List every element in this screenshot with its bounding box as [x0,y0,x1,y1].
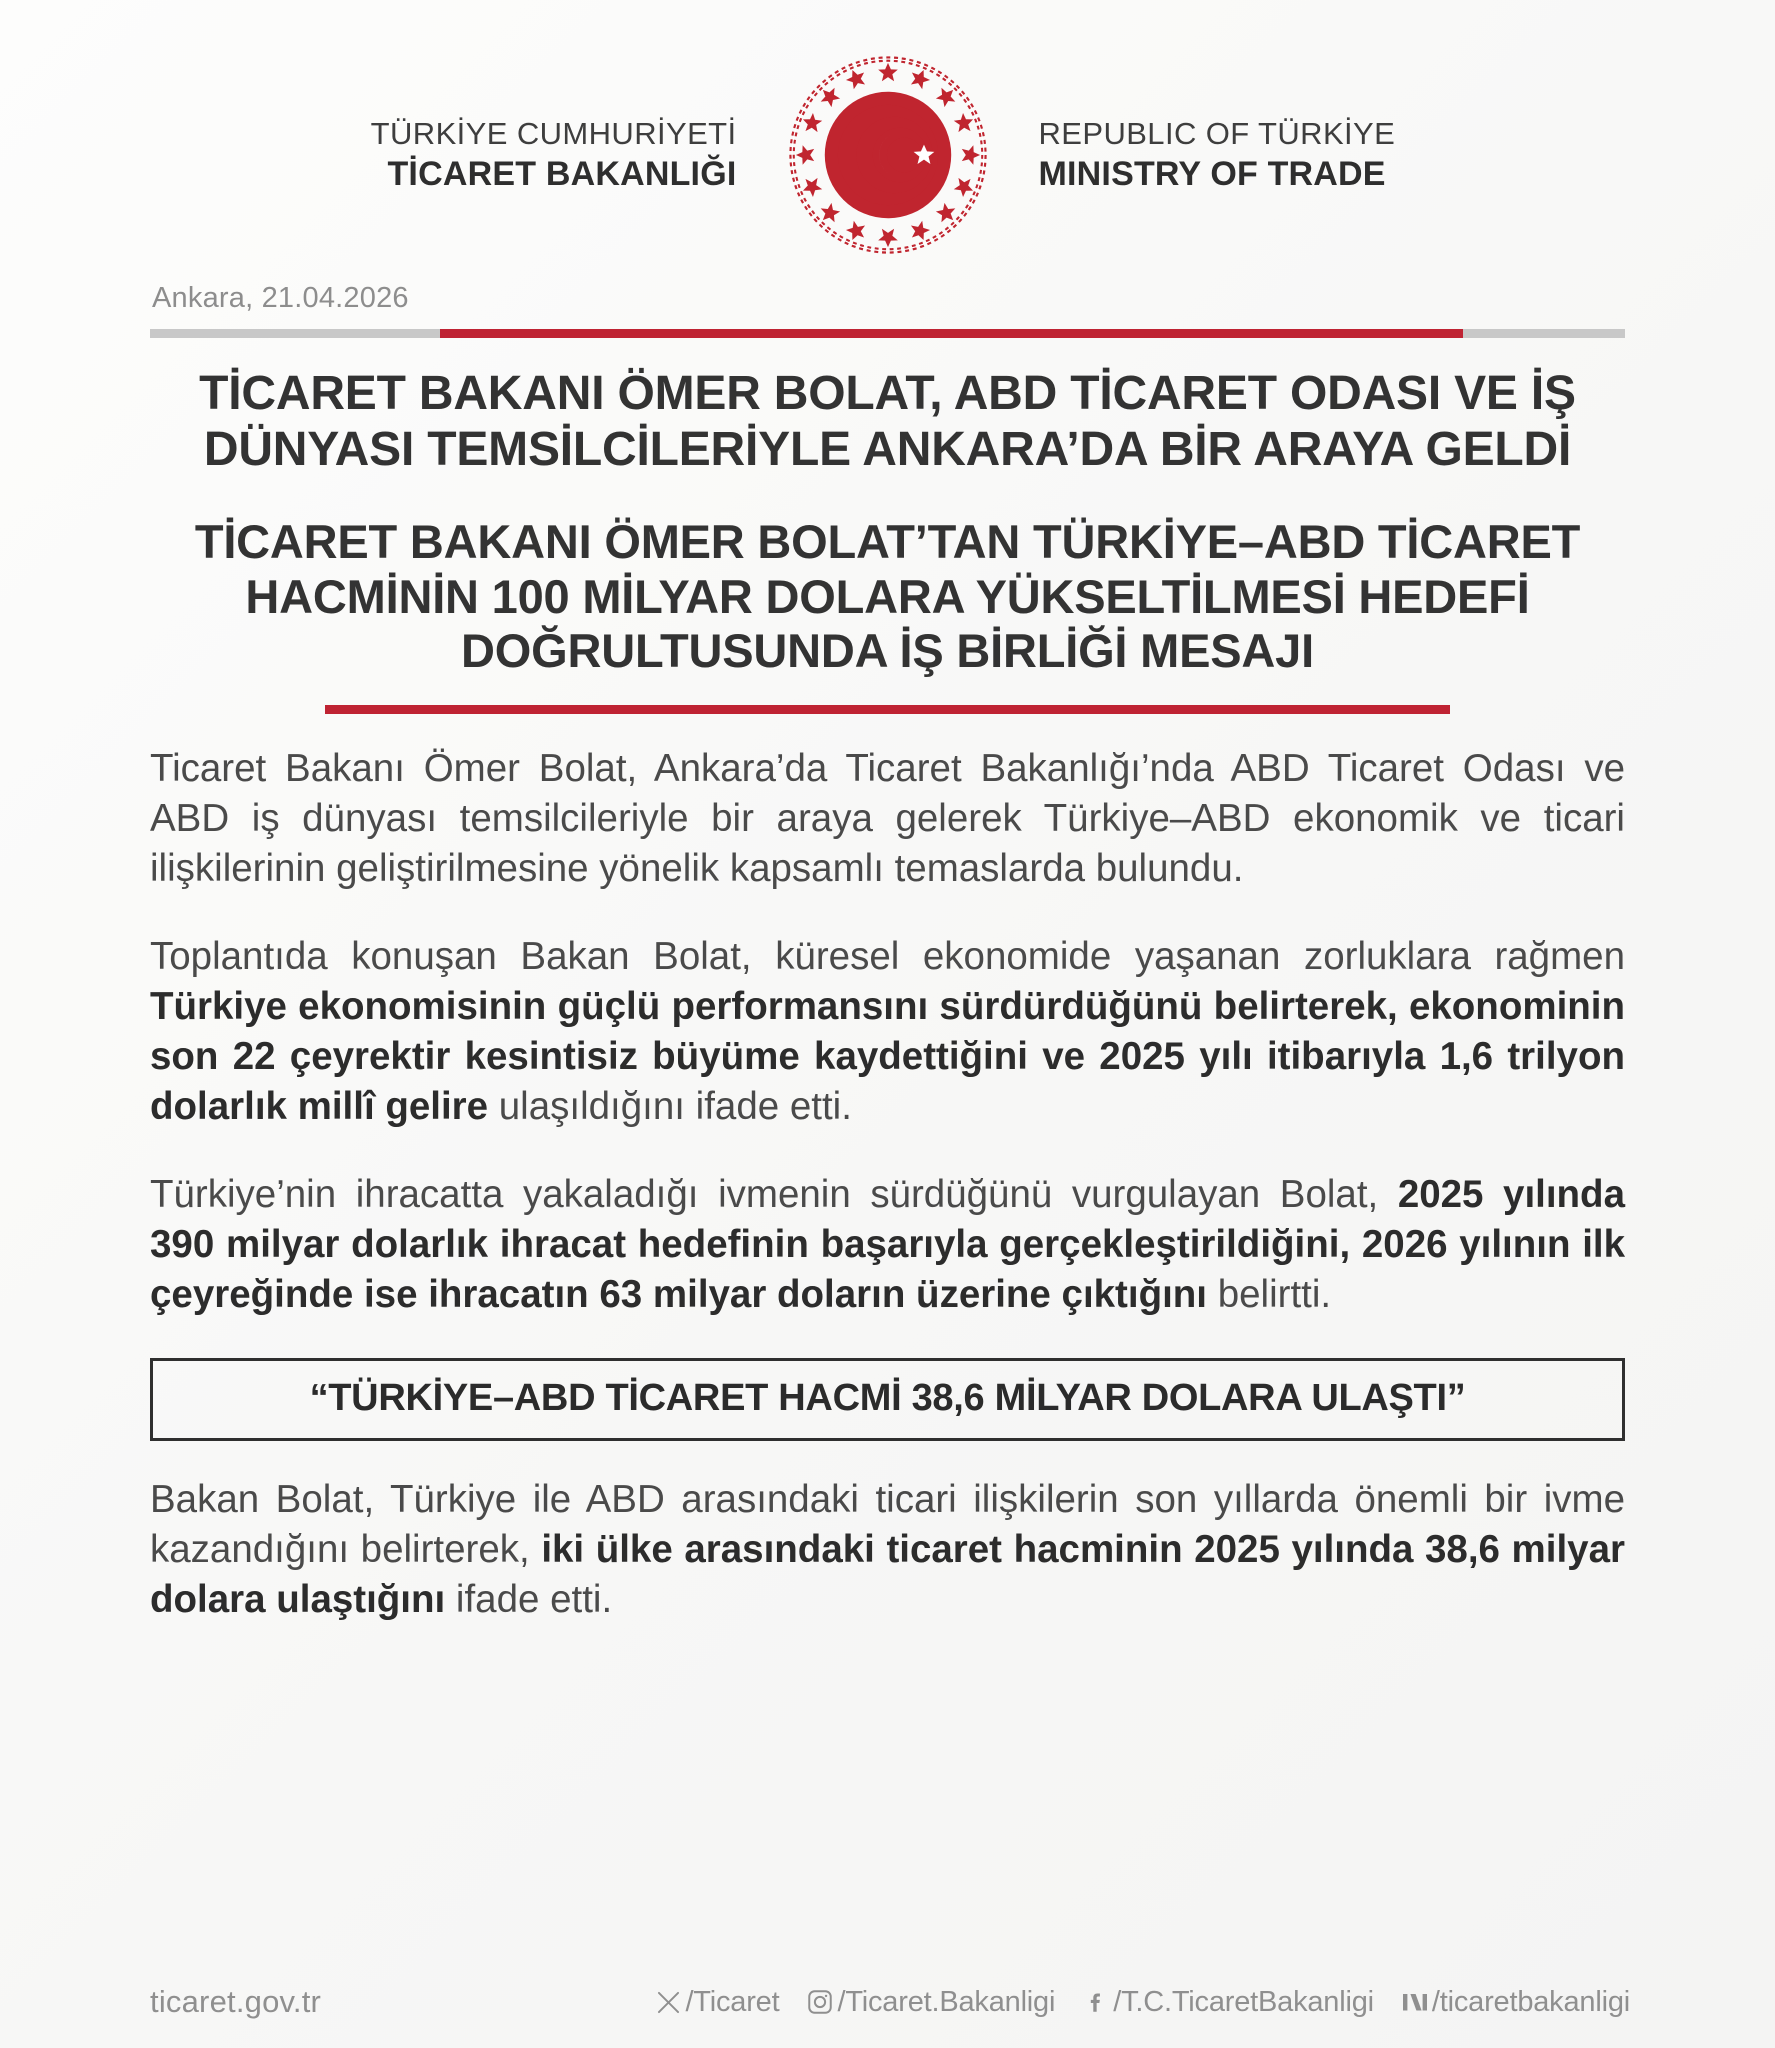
paragraph-1-text: Ticaret Bakanı Ömer Bolat, Ankara’da Ticaret Bakanlığı’nda ABD Ticaret Odası ve ABD iş dünyası temsilcileriyle bir araya gelerek Türkiye–ABD ekonomik ve ticari ilişkilerinin geliştirilmesine yönelik kapsamlı temaslarda bulundu. [150,746,1625,890]
footer-social-links [653,1986,1630,2019]
paragraph-2 [150,932,1625,1132]
divider-segment-gray-right [1463,329,1625,338]
masthead-english [1039,117,1509,194]
masthead [0,0,1775,264]
footer-website[interactable]: ticaret.gov.tr [150,1984,322,2019]
paragraph-4-tail: ifade etti. [445,1578,613,1622]
paragraph-2-lead: Toplantıda konuşan Bakan Bolat, küresel ekonomide yaşanan zorluklara rağmen [150,935,1625,979]
pull-quote-text: “TÜRKİYE–ABD TİCARET HACMİ 38,6 MİLYAR DOLARA ULAŞTI” [309,1377,1466,1420]
facebook-icon [1081,1987,1111,2017]
divider-segment-gray-left [150,329,440,338]
paragraph-4 [150,1475,1625,1625]
paragraph-2-bold: Türkiye ekonomisinin güçlü performansını sürdürdüğünü belirterek, ekonominin son 22 çeyrektir kesintisiz büyüme kaydettiğini ve 2025 yılı itibarıyla 1,6 trilyon dolarlık millî gelire [150,985,1625,1129]
paragraph-2-tail: ulaşıldığını ifade etti. [488,1085,852,1129]
social-handle-instagram: /Ticaret.Bakanligi [837,1985,1056,2018]
header-divider [150,329,1625,338]
date-line-wrapper [0,282,1775,315]
linkedin-icon [1400,1987,1430,2017]
social-link-facebook[interactable] [1081,1986,1374,2019]
paragraph-3-tail: belirtti. [1207,1273,1332,1317]
social-link-x[interactable] [653,1986,779,2019]
social-handle-x: /Ticaret [685,1985,780,2018]
social-handle-facebook: /T.C.TicaretBakanligi [1113,1985,1374,2018]
headline-secondary: TİCARET BAKANI ÖMER BOLAT’TAN TÜRKİYE–ABD TİCARET HACMİNİN 100 MİLYAR DOLARA YÜKSELTİLMESİ HEDEFİ DOĞRULTUSUNDA İŞ BİRLİĞİ MESAJI [194,515,1581,678]
masthead-turkish-bottom: TİCARET BAKANLIĞI [387,155,737,194]
masthead-english-bottom: MINISTRY OF TRADE [1038,155,1386,194]
x-twitter-icon [653,1987,683,2017]
date-line: Ankara, 21.04.2026 [152,282,409,314]
paragraph-3-bold: 2025 yılında 390 milyar dolarlık ihracat hedefinin başarıyla gerçekleştirildiğini, 2026 yılının ilk çeyreğinde ise ihracatın 63 milyar doların üzerine çıktığını [150,1173,1625,1317]
masthead-english-top: REPUBLIC OF TÜRKİYE [1038,115,1396,151]
social-link-linkedin[interactable] [1400,1986,1630,2019]
paragraph-4-bold: iki ülke arasındaki ticaret hacminin 2025 yılında 38,6 milyar dolara ulaştığını [150,1528,1625,1622]
masthead-turkish-top: TÜRKİYE CUMHURİYETİ [370,115,737,151]
footer [150,1984,1630,2020]
paragraph-3-lead: Türkiye’nin ihracatta yakaladığı ivmenin sürdüğünü vurgulayan Bolat, [150,1173,1398,1217]
pull-quote-box [150,1358,1625,1441]
headline-divider-red [325,705,1450,714]
divider-segment-red [440,329,1463,338]
paragraph-1 [150,744,1625,894]
paragraph-4-lead: Bakan Bolat, Türkiye ile ABD arasındaki ticari ilişkilerin son yıllarda önemli bir ivme kazandığını belirterek, [150,1478,1625,1572]
social-handle-linkedin: /ticaretbakanligi [1431,1985,1630,2018]
social-link-instagram[interactable] [805,1986,1055,2019]
headline-section [0,366,1775,714]
masthead-turkish [267,117,737,194]
instagram-icon [805,1987,835,2017]
headline-primary: TİCARET BAKANI ÖMER BOLAT, ABD TİCARET ODASI VE İŞ DÜNYASI TEMSİLCİLERİYLE ANKARA’DA BİR ARAYA GELDİ [199,367,1576,476]
paragraph-3 [150,1170,1625,1320]
article-body [150,744,1625,1626]
turkish-ministry-emblem-icon [779,46,997,264]
